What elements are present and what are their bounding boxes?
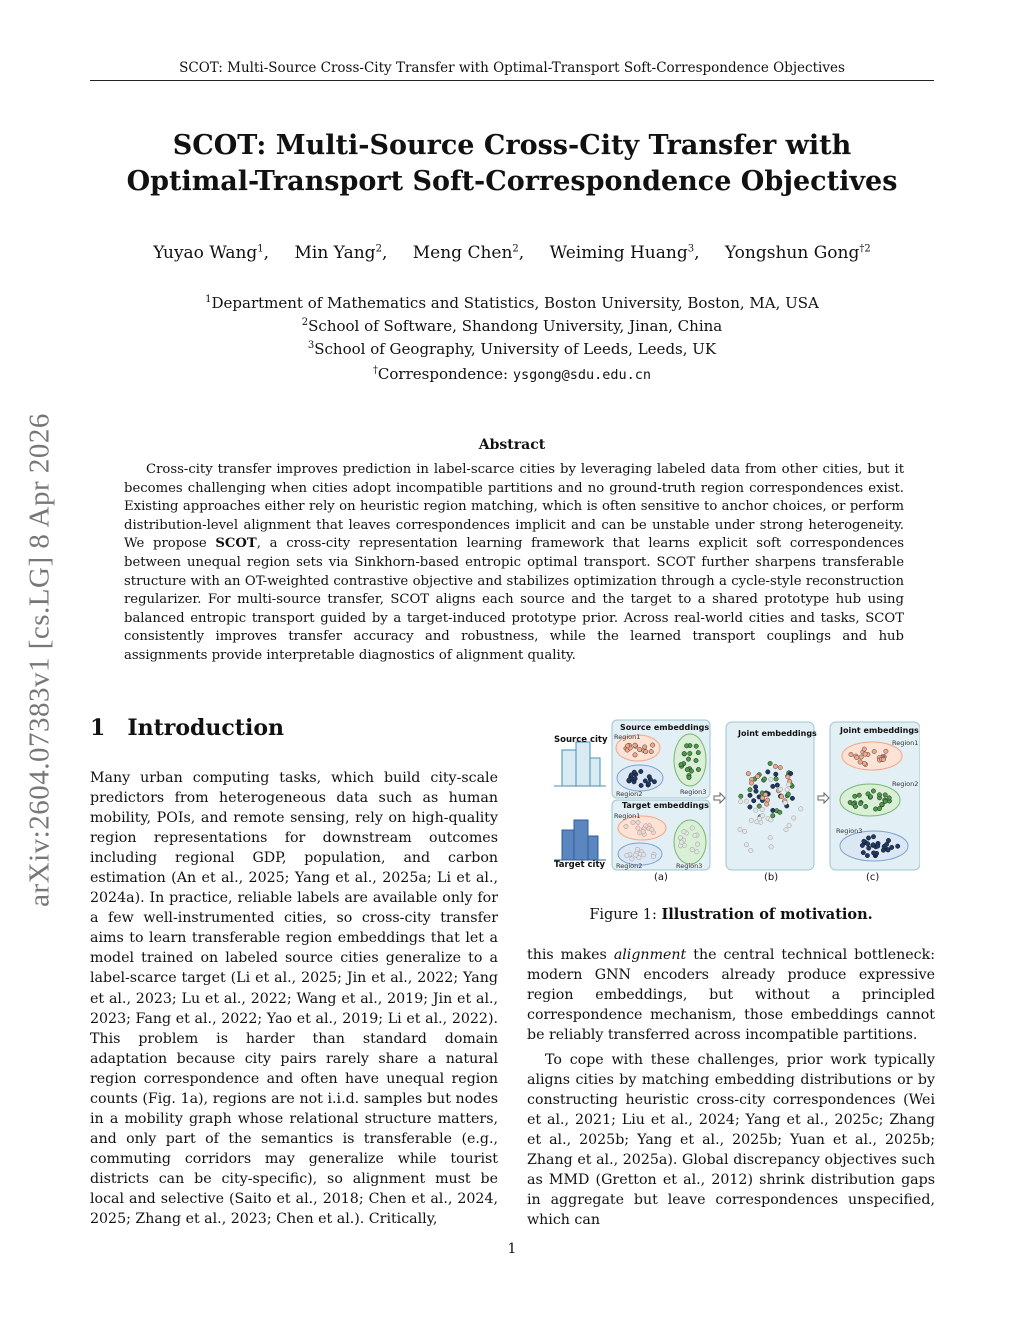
joint-mixed-dot xyxy=(753,785,757,789)
correspondence: †Correspondence: ysgong@sdu.edu.cn xyxy=(372,365,652,383)
joint-region2-dot xyxy=(877,793,881,797)
source-region3-dot xyxy=(685,767,689,771)
target-region3-dot xyxy=(695,850,699,854)
method-name: SCOT xyxy=(215,536,257,552)
target-region1-dot xyxy=(624,824,628,828)
joint-region1-dot xyxy=(862,747,866,751)
joint-mixed-dot xyxy=(768,836,772,840)
target-region2-label: Region2 xyxy=(616,862,643,870)
target-region3-label: Region3 xyxy=(676,862,703,870)
joint-region1-dot xyxy=(884,749,888,753)
joint-region3-dot xyxy=(865,853,869,857)
joint-mixed-dot xyxy=(746,771,750,775)
joint-region1-dot xyxy=(855,755,859,759)
affiliation: $^3$School of Geography, University of Leeds, Leeds, UK xyxy=(307,340,717,358)
title-line-2: Optimal-Transport Soft-Correspondence Objectives xyxy=(126,166,898,197)
target-region1-label: Region1 xyxy=(614,812,641,820)
joint-region2-dot xyxy=(864,804,868,808)
source-region2-dot xyxy=(647,775,651,779)
joint-mixed-dot xyxy=(754,808,758,812)
joint-mixed-dot xyxy=(769,818,773,822)
panel-a-caption: (a) xyxy=(654,872,668,883)
joint-mixed-dot xyxy=(768,761,772,765)
joint-region2-dot xyxy=(858,801,862,805)
target-region3-dot xyxy=(678,836,682,840)
source-city-icon xyxy=(554,742,606,786)
affiliation: $^1$Department of Mathematics and Statistics, Boston University, Boston, MA, USA xyxy=(205,294,819,312)
joint-mixed-dot xyxy=(771,784,775,788)
abstract-heading: Abstract xyxy=(478,437,546,453)
target-city-icon xyxy=(554,820,606,860)
affiliation: $^2$School of Software, Shandong University, Jinan, China xyxy=(301,317,723,335)
joint-mixed-dot xyxy=(786,792,790,796)
affiliations xyxy=(90,290,934,359)
source-region1-dot xyxy=(643,745,647,749)
joint-mixed-dot xyxy=(775,783,779,787)
joint-region3-dot xyxy=(861,850,865,854)
target-region3-dot xyxy=(690,847,694,851)
joint-mixed-dot xyxy=(786,775,790,779)
joint-mixed-dot xyxy=(752,799,756,803)
arrow-b-to-c-icon xyxy=(818,793,829,803)
running-header: SCOT: Multi-Source Cross-City Transfer with Optimal-Transport Soft-Correspondence Objectives xyxy=(90,60,934,81)
source-region2-dot xyxy=(639,783,643,787)
joint-mixed-dot xyxy=(779,794,783,798)
joint-mixed-dot xyxy=(786,782,790,786)
author: Weiming Huang$^3$, xyxy=(549,243,700,263)
joint-mixed-dot xyxy=(765,798,769,802)
source-region2-dot xyxy=(633,777,637,781)
source-region2-dot xyxy=(652,780,656,784)
source-region2-dot xyxy=(632,770,636,774)
target-region3-dot xyxy=(695,842,699,846)
arxiv-stamp xyxy=(20,380,60,940)
joint-mixed-dot xyxy=(765,802,769,806)
source-embeddings-title: Source embeddings xyxy=(620,723,710,732)
joint-region2-dot xyxy=(871,789,875,793)
joint-region3-dot xyxy=(871,851,875,855)
target-region2-dot xyxy=(641,853,645,857)
joint-mixed-dot xyxy=(766,770,770,774)
target-region3-dot xyxy=(682,830,686,834)
target-region2-dot xyxy=(625,853,629,857)
joint-mixed-dot xyxy=(769,777,773,781)
target-region3-dot xyxy=(679,840,683,844)
joint-mixed-dot xyxy=(799,807,803,811)
joint-region3-dot xyxy=(896,844,900,848)
joint-region2-label: Region2 xyxy=(892,780,919,788)
joint-mixed-dot xyxy=(771,808,775,812)
target-region1-dot xyxy=(641,830,645,834)
joint-mixed-dot xyxy=(790,796,794,800)
joint-region3-label: Region3 xyxy=(836,827,863,835)
author: Yuyao Wang$^1$, xyxy=(153,243,270,263)
joint-mixed-dot xyxy=(757,817,761,821)
source-region3-dot xyxy=(694,744,698,748)
arrow-a-to-b-icon xyxy=(714,793,725,803)
joint-mixed-dot xyxy=(749,781,753,785)
joint-mixed-dot xyxy=(744,843,748,847)
target-region3-blob xyxy=(674,820,706,864)
paper-title xyxy=(90,128,934,200)
source-region3-dot xyxy=(682,751,686,755)
joint-mixed-dot xyxy=(778,787,782,791)
joint-mixed-dot xyxy=(739,794,743,798)
joint-region3-dot xyxy=(866,842,870,846)
source-region3-dot xyxy=(686,757,690,761)
joint-region2-dot xyxy=(853,794,857,798)
figure-1 xyxy=(548,718,920,890)
joint-mixed-dot xyxy=(748,788,752,792)
joint-mixed-dot xyxy=(783,801,787,805)
correspondence-email[interactable]: ysgong@sdu.edu.cn xyxy=(512,367,652,383)
joint-mixed-dot xyxy=(778,765,782,769)
joint-region1-dot xyxy=(862,761,866,765)
panel-b-title: Joint embeddings xyxy=(738,729,817,738)
joint-mixed-dot xyxy=(742,829,746,833)
source-region3-dot xyxy=(684,744,688,748)
title-line-1: SCOT: Multi-Source Cross-City Transfer with xyxy=(172,130,852,161)
joint-mixed-dot xyxy=(754,789,758,793)
joint-region3-dot xyxy=(862,839,866,843)
source-region3-dot xyxy=(689,769,693,773)
source-city-label: Source city xyxy=(554,735,608,745)
source-region1-label: Region1 xyxy=(614,733,641,741)
joint-region3-dot xyxy=(886,838,890,842)
joint-region2-dot xyxy=(883,799,887,803)
target-region1-dot xyxy=(650,827,654,831)
joint-region1-label: Region1 xyxy=(892,739,919,747)
source-region1-dot xyxy=(625,744,629,748)
joint-region3-dot xyxy=(871,835,875,839)
joint-region3-dot xyxy=(890,845,894,849)
joint-region2-dot xyxy=(880,802,884,806)
target-embeddings-title: Target embeddings xyxy=(622,801,709,810)
author-list xyxy=(90,243,934,263)
joint-mixed-dot xyxy=(771,814,775,818)
section-heading: 1 Introduction xyxy=(90,715,284,741)
joint-region2-dot xyxy=(883,793,887,797)
joint-region3-dot xyxy=(866,836,870,840)
author: Meng Chen$^2$, xyxy=(412,243,525,263)
figure-1-svg xyxy=(548,718,920,890)
joint-mixed-dot xyxy=(762,777,766,781)
source-region2-dot xyxy=(627,778,631,782)
joint-region2-dot xyxy=(877,806,881,810)
joint-mixed-dot xyxy=(748,793,752,797)
joint-region1-dot xyxy=(858,760,862,764)
figure-1-caption: Figure 1: Illustration of motivation. xyxy=(589,906,873,923)
abstract-body: Cross-city transfer improves prediction in label-scarce cities by leveraging labeled data from other cities, but it becomes challenging when cities adopt incompatible partitions and no ground-truth region correspondences exist. Existing approaches either rely on heuristic region matching, which is often sensitive to anchor choices, or perform distribution-level alignment that leaves correspondences implicit and can be unstable under strong heterogeneity. We propose SCOT, a cross-city representation learning framework that learns explicit soft correspondences between unequal region sets via Sinkhorn-based entropic optimal transport. SCOT further sharpens transferable structure with an OT-weighted contrastive objective and stabilizes optimization through a cycle-style reconstruction regularizer. For multi-source transfer, SCOT aligns each source and the target to a shared prototype hub using balanced entropic transport guided by a target-induced prototype prior. Across real-world cities and tasks, SCOT consistently improves transfer accuracy and robustness, while the learned transport couplings and hub assignments provide interpretable diagnostics of alignment quality. xyxy=(124,462,904,663)
joint-region2-dot xyxy=(853,804,857,808)
joint-region3-dot xyxy=(881,848,885,852)
target-region1-dot xyxy=(644,824,648,828)
joint-region2-dot xyxy=(887,796,891,800)
author: Yongshun Gong$^{\dagger 2}$ xyxy=(724,243,871,263)
source-region3-dot xyxy=(688,751,692,755)
source-region2-dot xyxy=(639,769,643,773)
target-region1-dot xyxy=(631,820,635,824)
source-region3-dot xyxy=(679,762,683,766)
source-region1-dot xyxy=(650,743,654,747)
source-region2-dot xyxy=(643,779,647,783)
author: Min Yang$^2$, xyxy=(294,243,388,263)
page-number: 1 xyxy=(507,1241,517,1257)
joint-mixed-dot xyxy=(755,774,759,778)
target-region2-dot xyxy=(651,854,655,858)
joint-mixed-dot xyxy=(748,805,752,809)
source-region1-dot xyxy=(637,747,641,751)
joint-mixed-dot xyxy=(738,800,742,804)
source-region1-dot xyxy=(633,743,637,747)
joint-region1-dot xyxy=(881,757,885,761)
joint-mixed-dot xyxy=(738,827,742,831)
arxiv-stamp-text: arXiv:2604.07383v1 [cs.LG] 8 Apr 2026 xyxy=(23,413,56,907)
intro-right-paragraph-1: this makes alignment the central technical bottleneck: modern GNN encoders already produce expressive region embeddings, but without a principled correspondence mechanism, those embeddings cannot be reliably transferred across incompatible partitions. xyxy=(527,947,935,1044)
joint-mixed-dot xyxy=(760,807,764,811)
target-region2-dot xyxy=(637,855,641,859)
target-region3-dot xyxy=(693,833,697,837)
joint-mixed-dot xyxy=(774,772,778,776)
joint-region1-dot xyxy=(872,749,876,753)
joint-region2-dot xyxy=(857,793,861,797)
joint-mixed-dot xyxy=(784,827,788,831)
target-region3-dot xyxy=(690,826,694,830)
source-region1-dot xyxy=(644,750,648,754)
joint-mixed-dot xyxy=(773,764,777,768)
joint-mixed-dot xyxy=(787,823,791,827)
joint-mixed-dot xyxy=(774,777,778,781)
joint-mixed-dot xyxy=(769,845,773,849)
panel-b-caption: (b) xyxy=(764,872,779,883)
source-region2-label: Region2 xyxy=(616,790,643,798)
joint-mixed-dot xyxy=(785,788,789,792)
target-region1-dot xyxy=(636,820,640,824)
panel-c-title: Joint embeddings xyxy=(840,726,919,735)
source-region1-dot xyxy=(633,753,637,757)
joint-mixed-dot xyxy=(744,799,748,803)
joint-region1-dot xyxy=(863,752,867,756)
source-region1-dot xyxy=(649,749,653,753)
joint-region1-dot xyxy=(849,752,853,756)
joint-mixed-dot xyxy=(749,818,753,822)
target-region2-dot xyxy=(630,857,634,861)
source-region3-dot xyxy=(696,750,700,754)
intro-left-column: Many urban computing tasks, which build city-scale predictors from heterogeneous data such as human mobility, POIs, and remote sensing, rely on high-quality region representations for downstream outcomes including regional GDP, population, and carbon estimation (An et al., 2025; Yang et al., 2025a; Li et al., 2024a). In practice, reliable labels are available only for a few well-instrumented cities, so cross-city transfer aims to learn transferable region embeddings that let a model trained on labeled source cities generalize to a label-scarce target (Li et al., 2025; Jin et al., 2022; Yang et al., 2023; Lu et al., 2022; Wang et al., 2019; Jin et al., 2023; Fang et al., 2022; Yao et al., 2019; Li et al., 2022). This problem is harder than standard domain adaptation because city pairs rarely share a natural region correspondence and often have unequal region counts (Fig. 1a), regions are not i.i.d. samples but nodes in a mobility graph whose relational structure matters, and only part of the semantics is transferable (e.g., commuting corridors may generalize while tourist districts can be city-specific), so alignment must be local and selective (Saito et al., 2018; Chen et al., 2024, 2025; Zhang et al., 2023; Chen et al.). Critically, xyxy=(90,770,498,1228)
joint-region2-dot xyxy=(868,795,872,799)
source-region3-dot xyxy=(687,775,691,779)
target-region1-dot xyxy=(636,826,640,830)
joint-mixed-dot xyxy=(749,848,753,852)
joint-region3-dot xyxy=(871,843,875,847)
source-region3-dot xyxy=(696,767,700,771)
source-region3-label: Region3 xyxy=(680,788,707,796)
joint-region1-dot xyxy=(859,755,863,759)
source-region3-dot xyxy=(694,758,698,762)
joint-mixed-dot xyxy=(778,810,782,814)
target-city-label: Target city xyxy=(554,860,606,870)
intro-right-paragraph-2: To cope with these challenges, prior work typically aligns cities by matching embedding distributions or by constructing heuristic cross-city correspondences (Wei et al., 2021; Liu et al., 2024; Yang et al., 2025c; Zhang et al., 2025b; Yang et al., 2025b; Yuan et al., 2025b; Zhang et al., 2025a). Global discrepancy objectives such as MMD (Gretton et al., 2012) shrink distribution gaps in aggregate but leave correspondences unspecified, which can xyxy=(527,1052,935,1229)
joint-region3-dot xyxy=(876,844,880,848)
joint-mixed-dot xyxy=(760,796,764,800)
joint-mixed-dot xyxy=(792,816,796,820)
joint-region3-dot xyxy=(867,846,871,850)
target-region2-dot xyxy=(635,847,639,851)
panel-c-caption: (c) xyxy=(866,872,880,883)
